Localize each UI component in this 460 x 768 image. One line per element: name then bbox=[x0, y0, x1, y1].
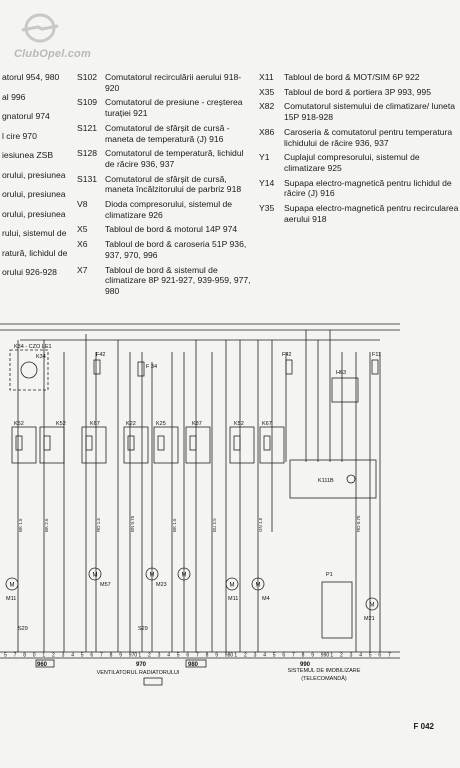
legend-code: V8 bbox=[77, 199, 88, 210]
marker-970: 970 bbox=[136, 662, 147, 668]
marker-980: 980 bbox=[188, 662, 199, 668]
s29-a-label: S29 bbox=[18, 626, 28, 632]
connector-pin: 5 bbox=[368, 652, 372, 659]
connector-pin: 1 bbox=[138, 652, 142, 659]
connector-pin: 0 bbox=[32, 652, 36, 659]
svg-text:M: M bbox=[149, 572, 155, 579]
legend-fragment: orului, presiunea bbox=[2, 208, 66, 219]
legend-code: S128 bbox=[77, 148, 98, 159]
legend-description: Tabloul de bord & caroseria 51P 936, 937, 970, 996 bbox=[105, 239, 247, 260]
legend-code: X86 bbox=[259, 126, 275, 137]
connector-pin: 7 bbox=[196, 652, 199, 659]
legend-entry bbox=[77, 97, 252, 118]
caption-fan: VENTILATORUL RADIATORULUI bbox=[96, 670, 180, 676]
legend-entry bbox=[77, 72, 252, 93]
legend-code: X5 bbox=[77, 224, 88, 235]
svg-text:M: M bbox=[229, 582, 235, 589]
page-code: F 042 bbox=[413, 722, 434, 731]
legend-code: S102 bbox=[77, 72, 98, 82]
legend-description: Supapa electro-magnetică pentru lichidul de răcire (J) 916 bbox=[284, 177, 452, 199]
wire-code: BK 1.5 bbox=[18, 518, 23, 532]
connector-pin: 1 bbox=[42, 652, 46, 659]
connector-pin: 2 bbox=[52, 652, 55, 659]
f42-right-label: F42 bbox=[282, 352, 292, 358]
f11-label: F11 bbox=[372, 352, 382, 358]
connector-pin: 3 bbox=[253, 652, 257, 659]
legend-fragment: ratură, lichidul de bbox=[2, 247, 68, 258]
relay-label: K52 bbox=[14, 421, 24, 427]
connector-pin: 6 bbox=[378, 652, 382, 659]
svg-text:M: M bbox=[92, 572, 98, 579]
legend-code: Y14 bbox=[259, 177, 275, 188]
connector-pin: 6 bbox=[186, 652, 190, 659]
relay-label: K52 bbox=[234, 421, 244, 427]
legend-description: Comutatorul de sfârșit de cursă - maneta de temperatură (J) 916 bbox=[105, 122, 230, 144]
wire-code-group bbox=[18, 515, 361, 532]
connector-pin: 9 bbox=[311, 652, 314, 659]
k111b-label: K111B bbox=[318, 478, 334, 484]
connector-pin: 980 bbox=[224, 652, 234, 659]
connector-pin: 9 bbox=[119, 652, 122, 659]
legend-entry bbox=[77, 199, 252, 220]
p1-label: P1 bbox=[326, 572, 333, 578]
wire-code: RD 1.5 bbox=[96, 517, 101, 532]
connector-pin: 3 bbox=[349, 652, 353, 659]
watermark-text: ClubOpel.com bbox=[14, 48, 91, 60]
legend-fragment: l cire 970 bbox=[2, 130, 37, 141]
legend-description: Supapa electro-magnetică pentru recircularea aerului 918 bbox=[284, 203, 459, 224]
connector-pin: 2 bbox=[148, 652, 151, 659]
motor-m23-label: M23 bbox=[156, 582, 167, 588]
connector-pin: 8 bbox=[109, 652, 113, 659]
k34-id: K34 bbox=[36, 354, 46, 360]
legend-fragment: al 996 bbox=[2, 91, 26, 102]
legend-description: Comutatorul sistemului de climatizare/ luneta 15P 918-928 bbox=[284, 101, 455, 123]
legend-entry bbox=[77, 123, 252, 144]
relay-label: K22 bbox=[126, 421, 136, 427]
relay-label: K67 bbox=[90, 421, 100, 427]
connector-pin-row bbox=[4, 653, 391, 659]
connector-pin: 6 bbox=[90, 652, 94, 659]
wiring-diagram bbox=[0, 312, 460, 717]
wire-code: BN 0.75 bbox=[130, 515, 135, 532]
connector-pin: 5 bbox=[272, 652, 276, 659]
legend-entry bbox=[77, 239, 252, 260]
connector-pin: 3 bbox=[61, 652, 65, 659]
legend-fragment: orului 926-928 bbox=[2, 267, 57, 277]
connector-pin: 9 bbox=[215, 652, 218, 659]
relay-label: K52 bbox=[56, 421, 66, 427]
legend-column-right bbox=[259, 72, 459, 228]
legend-code: X11 bbox=[259, 72, 274, 82]
f34-label: F 34 bbox=[146, 364, 158, 370]
legend-entry bbox=[77, 224, 252, 235]
motor-m57-label: M57 bbox=[100, 582, 111, 588]
legend-fragment: rului, sistemul de bbox=[2, 228, 67, 238]
legend-entry bbox=[259, 101, 459, 122]
legend-description: Comutatorul de sfârșit de cursă, maneta încălzitorului de parbriz 918 bbox=[105, 173, 242, 195]
connector-pin: 7 bbox=[292, 652, 295, 659]
connector-pin: 4 bbox=[167, 652, 170, 659]
legend-entry bbox=[259, 203, 459, 224]
legend-code: Y1 bbox=[259, 152, 270, 163]
connector-pin: 2 bbox=[340, 652, 343, 659]
legend-description: Tabloul de bord & portiera 3P 993, 995 bbox=[284, 86, 431, 97]
legend-fragment: orului, presiunea bbox=[2, 189, 66, 199]
marker-990: 990 bbox=[300, 662, 311, 668]
legend-entry bbox=[259, 87, 459, 98]
connector-pin: 1 bbox=[330, 652, 334, 659]
legend-entry bbox=[77, 174, 252, 195]
legend-description: Dioda compresorului, sistemul de climatizare 926 bbox=[105, 199, 233, 220]
connector-pin: 4 bbox=[263, 652, 266, 659]
legend-code: X35 bbox=[259, 86, 275, 97]
connector-pin: 3 bbox=[157, 652, 161, 659]
legend-code: S121 bbox=[77, 122, 98, 133]
legend-entry bbox=[259, 152, 459, 173]
legend-fragment: atorul 954, 980 bbox=[2, 72, 60, 82]
legend-entry bbox=[77, 265, 252, 297]
legend-code: X7 bbox=[77, 264, 88, 275]
legend-code: Y35 bbox=[259, 203, 275, 214]
wire-code: RD 0.75 bbox=[356, 515, 361, 532]
svg-text:M: M bbox=[9, 582, 15, 589]
legend-description: Caroseria & comutatorul pentru temperatura lichidului de răcire 936, 937 bbox=[284, 126, 453, 148]
h63-label: H63 bbox=[336, 370, 347, 376]
legend-entry bbox=[259, 178, 459, 199]
legend-description: Tabloul de bord & MOT/SIM 6P 922 bbox=[284, 72, 420, 82]
legend-entry bbox=[259, 72, 459, 83]
connector-pin: 8 bbox=[23, 652, 26, 659]
svg-text:M: M bbox=[181, 572, 187, 579]
relay-label: K67 bbox=[262, 421, 272, 427]
legend-entry bbox=[77, 148, 252, 169]
legend-description: Comutatorul recirculării aerului 918-920 bbox=[105, 72, 242, 93]
relay-label: K87 bbox=[192, 421, 202, 427]
wire-code: BK 1.5 bbox=[172, 518, 177, 532]
legend-description: Comutatorul de temperatură, lichidul de răcire 936, 937 bbox=[105, 148, 244, 169]
wire-code: BK 2.5 bbox=[44, 518, 49, 532]
legend-code: S131 bbox=[77, 173, 98, 184]
legend-code: X82 bbox=[259, 101, 275, 112]
motor-m11-left-label: M11 bbox=[6, 596, 17, 602]
svg-text:M: M bbox=[255, 582, 261, 589]
legend-column-left bbox=[2, 72, 72, 287]
connector-pin: 7 bbox=[388, 652, 391, 659]
connector-pin: 6 bbox=[282, 652, 286, 659]
marker-960: 960 bbox=[37, 662, 48, 668]
legend-description: Tabloul de bord & sistemul de climatizare 8P 921-927, 939-959, 977, 980 bbox=[105, 264, 251, 296]
connector-pin: 7 bbox=[100, 652, 103, 659]
connector-pin: 8 bbox=[301, 652, 305, 659]
relay-label: K25 bbox=[156, 421, 166, 427]
connector-pin: 1 bbox=[234, 652, 238, 659]
wire-code: GN 1.5 bbox=[258, 517, 263, 532]
connector-pin: 8 bbox=[205, 652, 209, 659]
motor-m11-mid-label: M11 bbox=[228, 596, 239, 602]
legend-column-middle bbox=[77, 72, 252, 301]
legend-code: S109 bbox=[77, 97, 98, 108]
connector-pin: 7 bbox=[13, 652, 17, 659]
wire-code: BU 2.5 bbox=[212, 518, 217, 532]
caption-immobilizer: SISTEMUL DE IMOBILIZARE bbox=[287, 668, 361, 674]
connector-pin: 4 bbox=[71, 652, 74, 659]
connector-pin: 5 bbox=[4, 652, 7, 659]
k34-label: K34 - CZO LE1 bbox=[14, 344, 52, 350]
connector-pin: 5 bbox=[80, 652, 84, 659]
legend-fragment: orului, presiunea bbox=[2, 169, 66, 180]
caption-immobilizer-sub: (TELECOMANDĂ) bbox=[301, 676, 347, 682]
connector-pin: 990 bbox=[320, 652, 330, 659]
f42-left-label: F42 bbox=[96, 352, 106, 358]
legend-description: Tabloul de bord & motorul 14P 974 bbox=[105, 224, 238, 235]
connector-pin: 970 bbox=[128, 652, 138, 659]
motor-m21-label: M21 bbox=[364, 616, 375, 622]
connector-pin: 2 bbox=[244, 652, 247, 659]
connector-pin: 4 bbox=[359, 652, 362, 659]
connector-pin: 5 bbox=[176, 652, 180, 659]
legend-code: X6 bbox=[77, 239, 88, 250]
motor-m4-label: M4 bbox=[262, 596, 270, 602]
legend-fragment: iesiunea ZSB bbox=[2, 150, 54, 160]
legend-fragment: gnatorul 974 bbox=[2, 111, 50, 121]
legend-description: Cuplajul compresorului, sistemul de climatizare 925 bbox=[284, 152, 420, 173]
s29-b-label: S29 bbox=[138, 626, 148, 632]
legend-entry bbox=[259, 127, 459, 148]
legend-description: Comutatorul de presiune - creșterea turației 921 bbox=[105, 97, 243, 119]
svg-text:M: M bbox=[369, 602, 375, 609]
